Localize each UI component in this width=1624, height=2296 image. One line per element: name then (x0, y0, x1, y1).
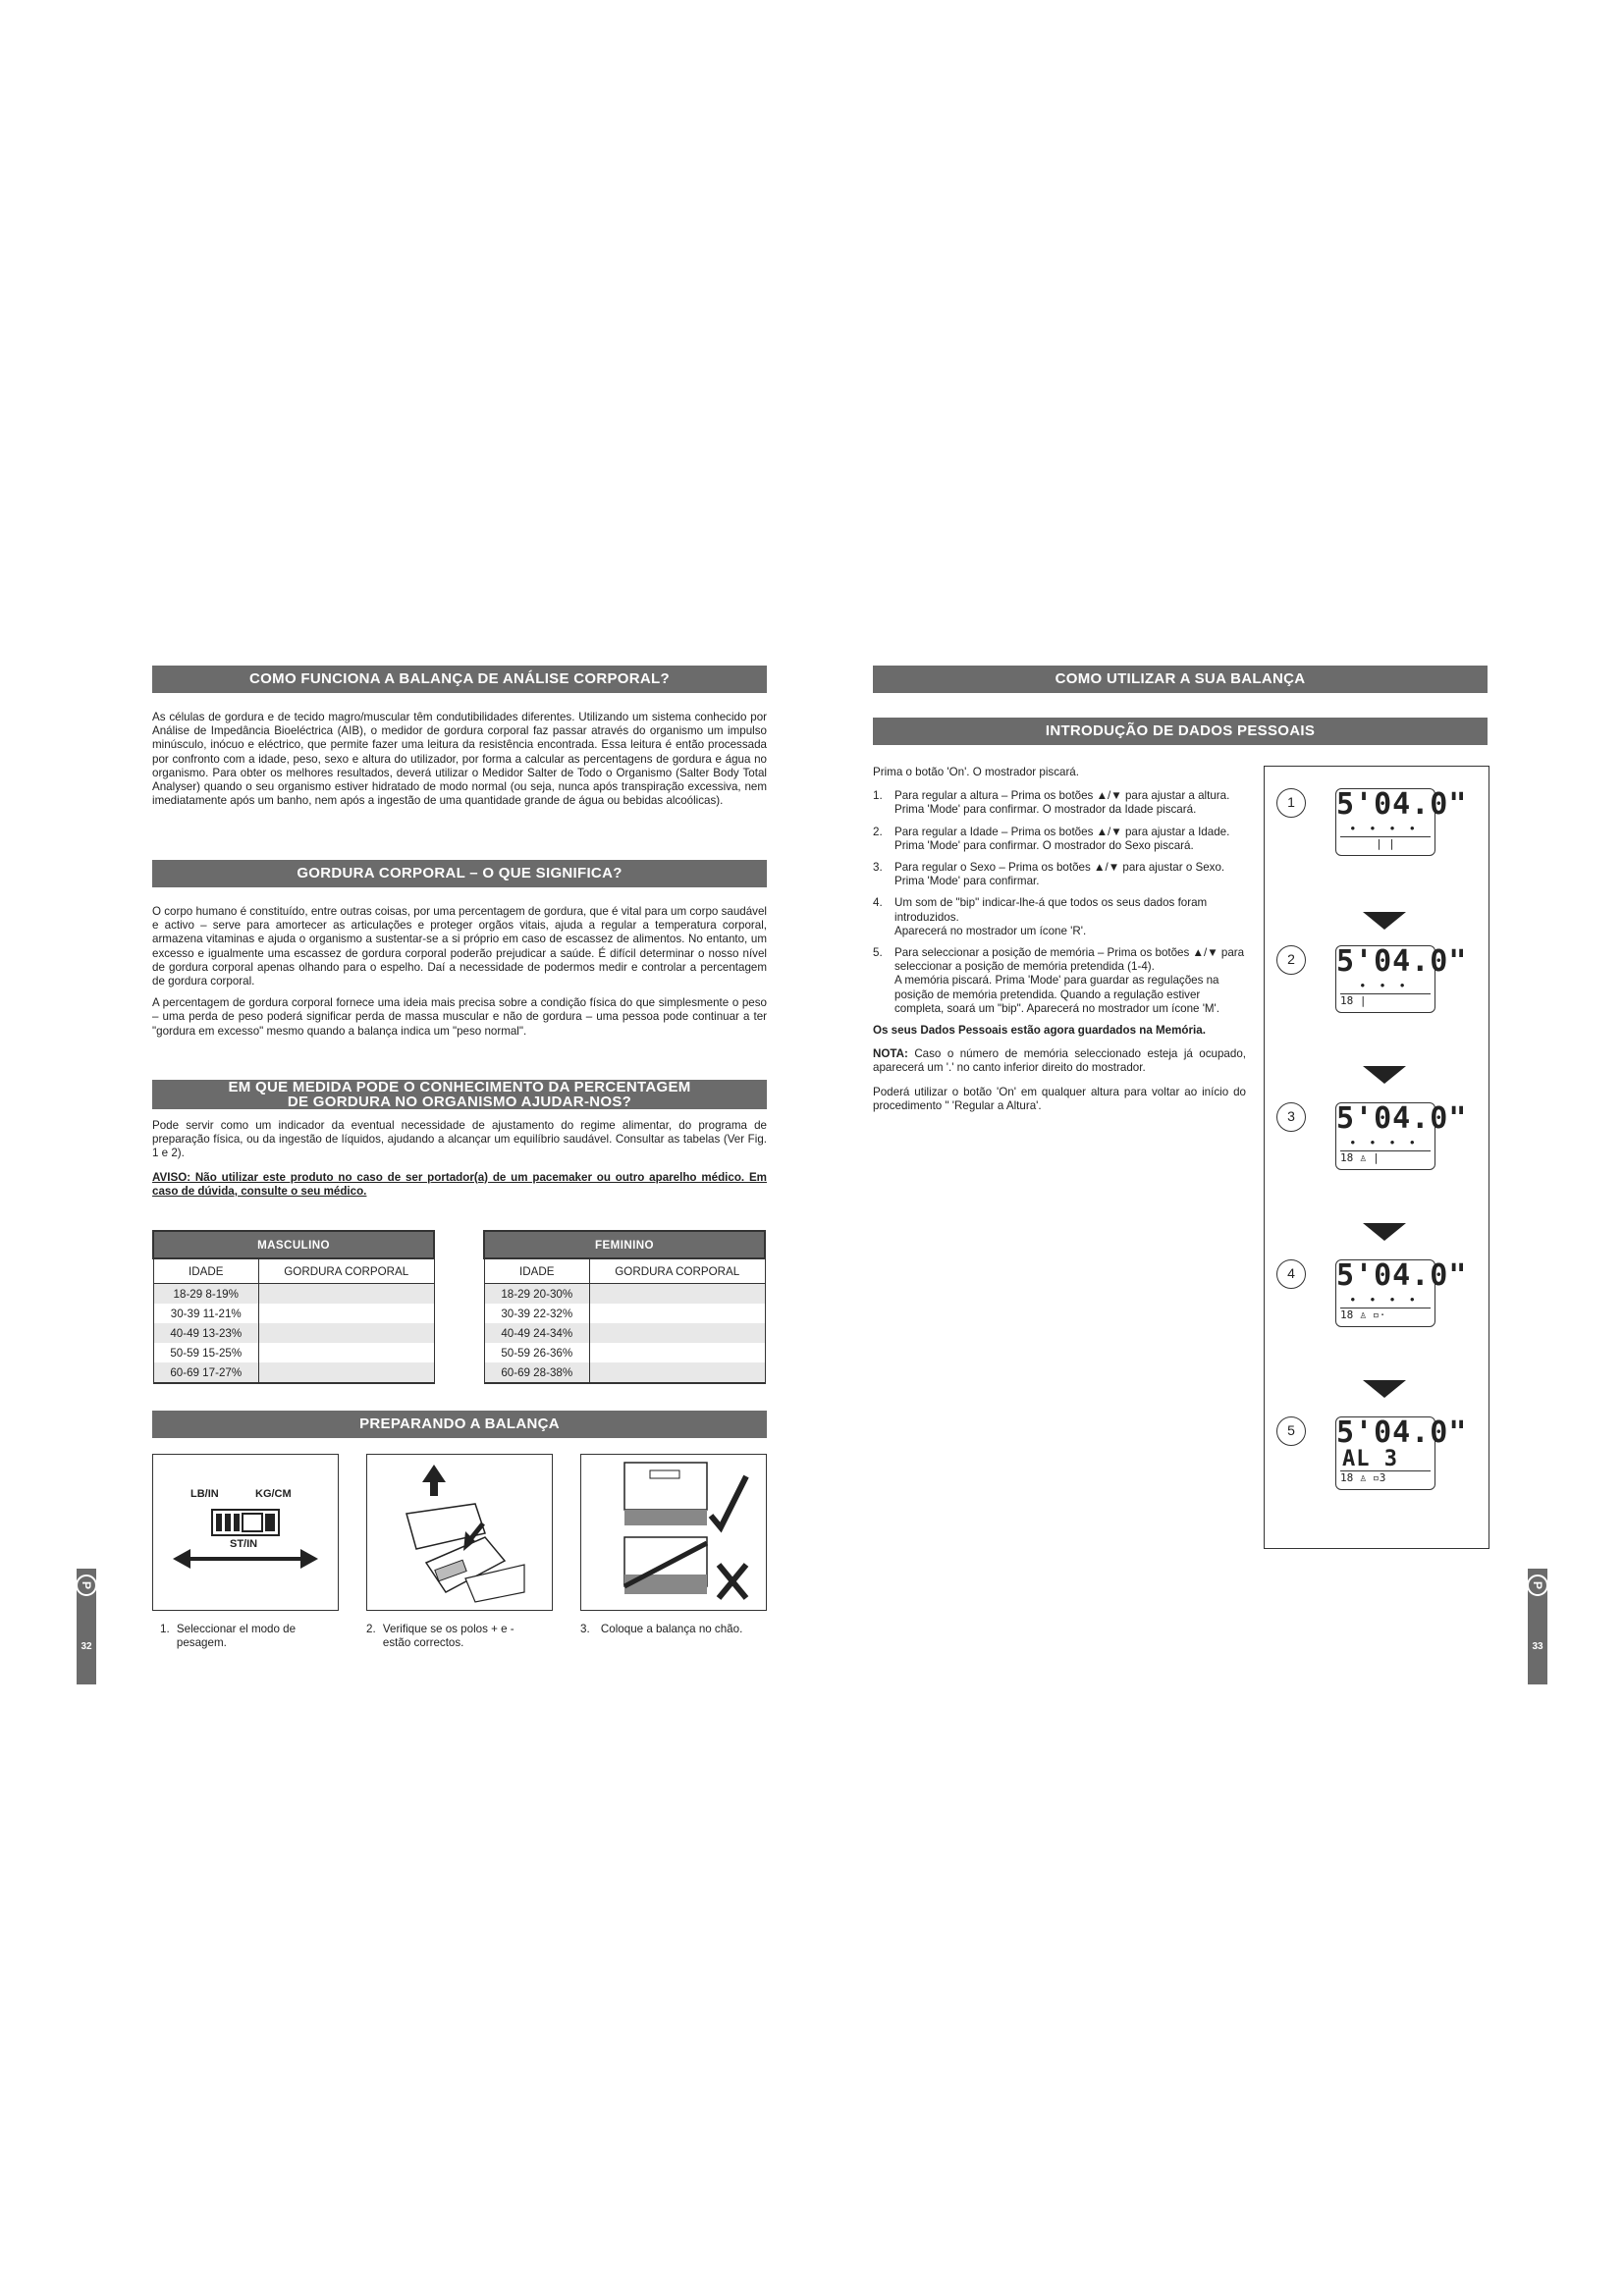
table-cell-empty (589, 1343, 765, 1362)
table-cell: 18-29 8-19% (153, 1284, 258, 1305)
section-personal-data (873, 718, 1488, 745)
down-arrow-icon (1363, 1380, 1406, 1398)
table-cell: 60-69 17-27% (153, 1362, 258, 1383)
step-subtext: A memória piscará. Prima 'Mode' para guardar as regulações na posição de memória pretendida. Quando a regulação estiver completa, soará um "bip". Aparecerá no mostrador um ícone 'M'. (894, 974, 1219, 1015)
kgcm-label: KG/CM (255, 1488, 292, 1500)
step-number: 4. (873, 896, 883, 910)
table-cell-empty (589, 1323, 765, 1343)
table-cell-empty (258, 1362, 434, 1383)
step-subtext: Prima 'Mode' para confirmar. (894, 875, 1040, 888)
section-body: As células de gordura e de tecido magro/muscular têm condutibilidades diferentes. Utilizando um sistema conhecido por Análise de Impedância Bioeléctrica (AIB), o medidor de gordura corporal faz passar através do organismo um impulso minúsculo, inócuo e eléctrico, que permite fazer uma leitura da resistência encontrada. Essa leitura é então processada por confronto com a idade, peso, sexo e altura do utilizador, por forma a calcular as percentagens de gordura e água no organismo. Para obter os melhores resultados, deverá utilizar o Medidor Salter de Todo o Organismo (Salter Body Total Analyser) quando o seu organismo estiver hidratado de modo normal (ou seja, nunca após transpiração excessiva, nem imediatamente após um banho, nem após a ingestão de uma quantidade grande de água ou bebidas alcoólicas). (152, 711, 767, 808)
female-fat-table (483, 1230, 766, 1384)
caption-text: Verifique se os polos + e - estão correctos. (382, 1623, 514, 1650)
down-arrow-icon (1363, 1066, 1406, 1084)
table-cell-empty (258, 1323, 434, 1343)
caption-number: 1. (160, 1623, 170, 1635)
section-how-to-use (873, 666, 1488, 693)
list-item (873, 861, 1246, 888)
lcd-bottom: | | (1340, 836, 1431, 855)
intro-text: Prima o botão 'On'. O mostrador piscará. (873, 766, 1079, 778)
right-page (812, 0, 1624, 2296)
lcd-height-value: 5'04.0" (1336, 1258, 1468, 1293)
step-text: Um som de "bip" indicar-lhe-á que todos os seus dados foram introduzidos. (894, 896, 1208, 924)
lcd-bottom: 18 | (1340, 993, 1431, 1012)
caption-number: 3. (580, 1623, 590, 1635)
table-cell: 50-59 15-25% (153, 1343, 258, 1362)
saved-text: Os seus Dados Pessoais estão agora guardados na Memória. (873, 1024, 1206, 1038)
lcd-dots: • • • • (1350, 1135, 1421, 1149)
page-tab-left (77, 1569, 96, 1684)
display-number: 2 (1276, 945, 1306, 975)
caption-text: Coloque a balança no chão. (600, 1623, 743, 1635)
lcd-dots: • • • (1360, 978, 1411, 992)
lcd-height-value: 5'04.0" (1336, 1415, 1468, 1450)
warning-text: AVISO: Não utilizar este produto no caso de ser portador(a) de um pacemaker ou outro aparelho médico. Em caso de dúvida, consulte o seu médico. (152, 1170, 767, 1198)
lcd-bottom: 18 ♙ ▫3 (1340, 1470, 1431, 1489)
down-arrow-icon (1363, 1223, 1406, 1241)
lcd-bottom: 18 ♙ | (1340, 1150, 1431, 1169)
male-fat-table (152, 1230, 435, 1384)
list-item (873, 789, 1246, 817)
lcd-display-2 (1335, 944, 1468, 1013)
display-number: 1 (1276, 788, 1306, 818)
table-cell-empty (258, 1343, 434, 1362)
lcd-display-5 (1335, 1415, 1468, 1490)
language-letter: P (76, 1575, 97, 1596)
section-paragraph: A percentagem de gordura corporal fornece uma ideia mais precisa sobre a condição física do que simplesmente o peso – uma perda de peso poderá significar perda de massa muscular e não de gordura – uma pessoa pode continuar a ter "gordura em excesso" mesmo quando a balança indica um "peso normal". (152, 996, 767, 1038)
table-cell-empty (589, 1304, 765, 1323)
table-cell: 18-29 20-30% (484, 1284, 589, 1305)
lcd-height-value: 5'04.0" (1336, 944, 1468, 979)
step-number: 1. (873, 789, 883, 803)
page-number: 33 (1532, 1641, 1543, 1652)
lcd-memory-value: AL 3 (1342, 1447, 1398, 1471)
lcd-height-value: 5'04.0" (1336, 1101, 1468, 1136)
table-cell-empty (258, 1304, 434, 1323)
list-item (873, 826, 1246, 853)
table-cell: 40-49 24-34% (484, 1323, 589, 1343)
section-how-it-works (152, 666, 767, 808)
step-subtext: Aparecerá no mostrador um ícone 'R'. (894, 924, 1087, 937)
battery-illustration (366, 1454, 553, 1611)
caption-step-1 (160, 1623, 327, 1650)
table-header-fat: GORDURA CORPORAL (589, 1258, 765, 1284)
lcd-display-4 (1335, 1258, 1468, 1327)
lcd-dots: • • • • (1350, 1292, 1421, 1307)
section-preparing (152, 1411, 767, 1438)
section-title (152, 1080, 767, 1109)
lcd-height-value: 5'04.0" (1336, 787, 1468, 822)
section-paragraph: O corpo humano é constituído, entre outras coisas, por uma percentagem de gordura, que é vital para um corpo saudável e activo – serve para amortecer as articulações e proteger orgãos vitais, ajuda a regular a temperatura corporal, armazena vitaminas e ajuda o organismo a sustentar-se a si próprio em caso de escassez de alimentos. No entanto, um excesso e igualmente uma escassez de gordura corporal poderão prejudicar a saúde. É difícil determinar o nosso nível de gordura corporal apenas olhando para o espelho. Daí a necessidade de podermos medir e controlar a percentagem de gordura corporal. (152, 905, 767, 988)
table-cell: 60-69 28-38% (484, 1362, 589, 1383)
list-item (873, 896, 1246, 938)
caption-text: Seleccionar el modo de pesagem. (176, 1623, 297, 1650)
step-subtext: Prima 'Mode' para confirmar. O mostrador da Idade piscará. (894, 803, 1197, 817)
section-title: PREPARANDO A BALANÇA (152, 1411, 767, 1438)
step-number: 3. (873, 861, 883, 875)
table-cell: 30-39 22-32% (484, 1304, 589, 1323)
instructions (873, 766, 1246, 1113)
section-body-fat (152, 860, 767, 1039)
step-number: 2. (873, 825, 883, 838)
final-text: Poderá utilizar o botão 'On' em qualquer altura para voltar ao início do procedimento " 'Regular a Altura'. (873, 1085, 1246, 1112)
list-item (873, 946, 1246, 1016)
table-cell-empty (258, 1284, 434, 1305)
table-header-age: IDADE (153, 1258, 258, 1284)
section-how-knowledge-helps (152, 1080, 767, 1199)
lcd-display-3 (1335, 1101, 1468, 1170)
floor-illustration (580, 1454, 767, 1611)
table-cell-empty (589, 1362, 765, 1383)
step-text: Para regular o Sexo – Prima os botões ▲/▼ para ajustar o Sexo. (894, 861, 1225, 875)
lcd-dots: • • • • (1350, 821, 1421, 835)
down-arrow-icon (1363, 912, 1406, 930)
step-text: Para seleccionar a posição de memória – Prima os botões ▲/▼ para seleccionar a posição de memória pretendida (1-4). (894, 946, 1245, 974)
section-title: GORDURA CORPORAL – O QUE SIGNIFICA? (152, 860, 767, 887)
mode-switch-icon (153, 1455, 338, 1610)
caption-number: 2. (366, 1623, 376, 1635)
battery-icon (367, 1455, 552, 1610)
table-cell-empty (589, 1284, 765, 1305)
table-cell: 40-49 13-23% (153, 1323, 258, 1343)
section-title-line: DE GORDURA NO ORGANISMO AJUDAR-NOS? (287, 1094, 632, 1110)
display-number: 5 (1276, 1416, 1306, 1446)
section-title-line: EM QUE MEDIDA PODE O CONHECIMENTO DA PERCENTAGEM (228, 1079, 691, 1095)
display-panel (1264, 766, 1489, 1549)
language-letter: P (1527, 1575, 1548, 1596)
lcd-bottom: 18 ♙ ▫· (1340, 1308, 1431, 1326)
display-number: 3 (1276, 1102, 1306, 1132)
table-cell: 50-59 26-36% (484, 1343, 589, 1362)
note-label: NOTA: (873, 1047, 908, 1061)
section-title: COMO FUNCIONA A BALANÇA DE ANÁLISE CORPORAL? (152, 666, 767, 693)
lbin-label: LB/IN (190, 1488, 219, 1500)
stin-label: ST/IN (230, 1538, 258, 1550)
table-header-age: IDADE (484, 1258, 589, 1284)
note-text: Caso o número de memória seleccionado esteja já ocupado, aparecerá um '.' no canto inferior direito do mostrador. (873, 1047, 1246, 1075)
floor-placement-icon (581, 1455, 766, 1610)
display-number: 4 (1276, 1259, 1306, 1289)
step-text: Para regular a altura – Prima os botões ▲/▼ para ajustar a altura. (894, 789, 1230, 803)
table-caption: MASCULINO (153, 1231, 434, 1258)
caption-step-2 (366, 1623, 543, 1650)
table-cell: 30-39 11-21% (153, 1304, 258, 1323)
table-caption: FEMININO (484, 1231, 765, 1258)
step-number: 5. (873, 946, 883, 960)
section-body: Pode servir como um indicador da eventual necessidade de ajustamento do regime alimentar, do programa de preparação física, ou da ingestão de líquidos, ajudando a alcançar um equilíbrio saudável. Consultar as tabelas (Ver Fig. 1 e 2). (152, 1119, 767, 1160)
table-header-fat: GORDURA CORPORAL (258, 1258, 434, 1284)
mode-switch-illustration (152, 1454, 339, 1611)
caption-step-3 (580, 1623, 777, 1636)
steps-list (873, 789, 1246, 1016)
step-text: Para regular a Idade – Prima os botões ▲/▼ para ajustar a Idade. (894, 825, 1230, 838)
section-title: INTRODUÇÃO DE DADOS PESSOAIS (873, 718, 1488, 745)
page-tab-right (1528, 1569, 1547, 1684)
note-paragraph (873, 1047, 1246, 1075)
lcd-display-1 (1335, 787, 1468, 856)
step-subtext: Prima 'Mode' para confirmar. O mostrador do Sexo piscará. (894, 838, 1194, 852)
page-number: 32 (81, 1641, 92, 1652)
section-title: COMO UTILIZAR A SUA BALANÇA (873, 666, 1488, 693)
